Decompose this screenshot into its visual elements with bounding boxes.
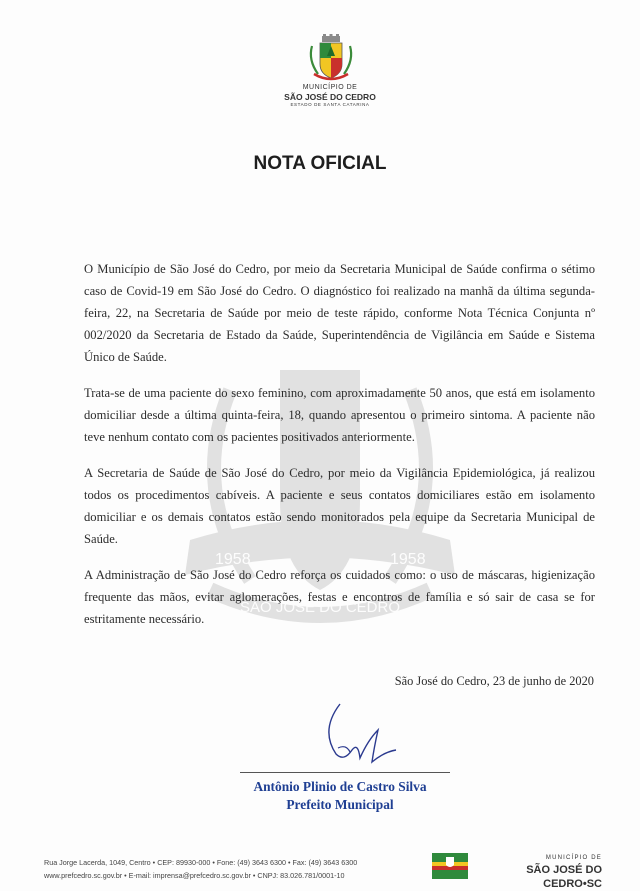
paragraph: A Administração de São José do Cedro reforça os cuidados como: o uso de máscaras, higienização frequente das mãos, evitar aglomerações, festas e encontros de família e só sair de casa se for estritamente necessário. — [84, 568, 595, 626]
page-title: NOTA OFICIAL — [253, 153, 387, 174]
municipality-label: MUNICÍPIO DE — [302, 84, 358, 91]
paragraph: Trata-se de uma paciente do sexo feminino, com aproximadamente 50 anos, que está em isolamento domiciliar desde a última quinta-feira, 18, quando apresentou o primeiro sintoma. A paciente não teve nenhum contato com os pacientes positivados anteriormente. — [84, 386, 595, 444]
handwritten-signature — [300, 700, 410, 770]
signer-block — [200, 778, 480, 814]
document-body — [84, 258, 595, 644]
footer-address: Rua Jorge Lacerda, 1049, Centro • CEP: 89930-000 • Fone: (49) 3643 6300 • Fax: (49) 3643 6300 — [44, 858, 358, 867]
signer-title: Prefeito Municipal — [286, 797, 394, 812]
paragraph: A Secretaria de Saúde de São José do Cedro, por meio da Vigilância Epidemiológica, já realizou todos os procedimentos cabíveis. A paciente e seus contatos domiciliares estão em isolamento domiciliar e os demais contatos estão sendo monitorados pela equipe da Secretaria Municipal de Saúde. — [84, 466, 595, 546]
footer-mun-label: MUNICÍPIO DE — [545, 855, 602, 861]
footer-mun-name: SÃO JOSÉ DO CEDRO•SC — [526, 864, 602, 890]
signature-line — [240, 772, 450, 773]
footer-web: www.prefcedro.sc.gov.br • E-mail: imprensa@prefcedro.sc.gov.br • CNPJ: 83.026.781/0001-10 — [44, 871, 345, 880]
watermark-text: SÃO JOSÉ DO CEDRO — [239, 599, 401, 616]
state-name: ESTADO DE SANTA CATARINA — [290, 102, 370, 107]
watermark-year-left: 1958 — [215, 551, 251, 568]
municipality-name: SÃO JOSÉ DO CEDRO — [284, 92, 376, 102]
paragraph: O Município de São José do Cedro, por meio da Secretaria Municipal de Saúde confirma o sétimo caso de Covid-19 em São José do Cedro. O diagnóstico foi realizado na manhã da última segunda-feira, 22, na Secretaria de Saúde por meio de teste rápido, conforme Nota Técnica Conjunta nº 002/2020 da Secretaria de Estado da Saúde, Superintendência de Vigilância em Saúde e Sistema Único de Saúde. — [84, 262, 595, 364]
footer-flag-icon — [432, 853, 468, 879]
watermark-year-right: 1958 — [390, 551, 426, 568]
municipal-crest-icon — [306, 34, 356, 82]
municipality-header — [230, 84, 430, 108]
footer-municipality — [472, 854, 602, 891]
signer-name: Antônio Plinio de Castro Silva — [253, 779, 427, 794]
date-line: São José do Cedro, 23 de junho de 2020 — [394, 674, 594, 688]
footer-contact — [44, 856, 444, 882]
